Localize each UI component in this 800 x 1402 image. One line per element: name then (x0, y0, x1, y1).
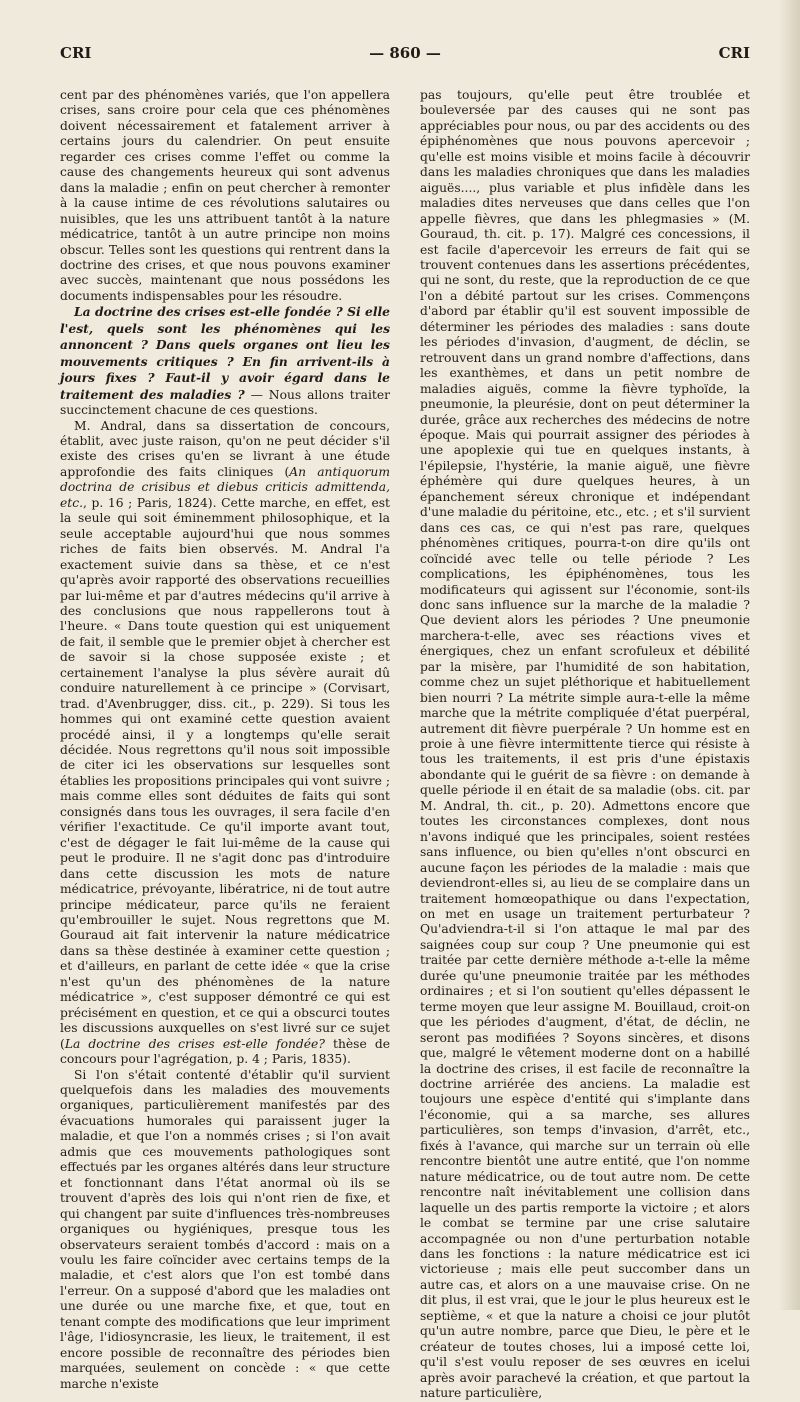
right-column (420, 88, 750, 1402)
paragraph: pas toujours, qu'elle peut être troublée et bouleversée par des causes qui ne sont pas appréciables pour nous, ou par des accidents ou des épiphénomènes que nous pouvons apercevoir ; qu'elle est moins visible et moins facile à découvrir dans les maladies chroniques que dans les maladies aiguës...., plus variable et plus infidèle dans les maladies dites nerveuses que dans celles que l'on appelle fièvres, que dans les phlegmasies » (M. Gouraud, th. cit. p. 17). Malgré ces concessions, il est facile d'apercevoir les erreurs de fait qui se trouvent contenues dans les assertions précédentes, qui ne sont, du reste, que la reproduction de ce que l'on a débité partout sur les crises. Commençons d'abord par établir qu'il est souvent impossible de déterminer les périodes des maladies : sans doute les périodes d'invasion, d'augment, de déclin, se retrouvent dans un grand nombre d'affections, dans les exanthèmes, et dans un petit nombre de maladies aiguës, comme la fièvre typhoïde, la pneumonie, la pleurésie, dont on peut déterminer la durée, grâce aux recherches des médecins de notre époque. Mais qui pourrait assigner des périodes à une apoplexie qui tue en quelques instants, à l'épilepsie, l'hystérie, la manie aiguë, une fièvre éphémère qui dure quelques heures, à un épanchement séreux chronique et indépendant d'une maladie du péritoine, etc., etc. ; et s'il survient dans ces cas, ce qui n'est pas rare, quelques phénomènes critiques, pourra-t-on dire qu'ils ont coïncidé avec telle ou telle période ? Les complications, les épiphénomènes, tous les modificateurs qui agissent sur l'économie, sont-ils donc sans influence sur la marche de la maladie ? Que devient alors les périodes ? Une pneumonie marchera-t-elle, avec ses réactions vives et énergiques, chez un enfant scrofuleux et débilité par la misère, par l'humidité de son habitation, comme chez un sujet pléthorique et habituellement bien nourri ? La métrite simple aura-t-elle la même marche que la métrite compliquée d'état puerpéral, autrement dit fièvre puerpérale ? Un homme est en proie à une fièvre intermittente tierce qui résiste à tous les traitements, il est pris d'une épistaxis abondante qui le guérit de sa fièvre : on demande à quelle période il en était de sa maladie (obs. cit. par M. Andral, th. cit., p. 20). Admettons encore que toutes les circonstances complexes, dont nous n'avons indiqué que les principales, soient restées sans influence, ou bien qu'elles n'ont obscurci en aucune façon les périodes de la maladie : mais que deviendront-elles si, au lieu de se complaire dans un traitement homœopathique ou dans l'expectation, on met en usage un traitement perturbateur ? Qu'adviendra-t-il si l'on attaque le mal par des saignées coup sur coup ? Une pneumonie qui est traitée par cette dernière méthode a-t-elle la même durée qu'une pneumonie traitée par les méthodes ordinaires ; et si l'on soutient qu'elles dépassent le terme moyen que leur assigne M. Bouillaud, croit-on que les périodes d'augment, d'état, de déclin, ne seront pas modifiées ? Soyons sincères, et disons que, malgré le vêtement moderne dont on a habillé la doctrine des crises, il est facile de reconnaître la doctrine arriérée des anciens. La maladie est toujours une espèce d'entité qui s'implante dans l'économie, qui a sa marche, ses allures particulières, son temps d'invasion, d'arrêt, etc., fixés à l'avance, qui marche sur un terrain où elle rencontre bientôt une autre entité, que l'on nomme nature médicatrice, ou de tout autre nom. De cette rencontre naît inévitablement une collision dans laquelle un des partis remporte la victoire ; et alors le combat se termine par une crise salutaire accompagnée ou non d'une perturbation notable dans les fonctions : la nature médicatrice est ici victorieuse ; mais elle peut succomber dans un autre cas, et alors on a une mauvaise crise. On ne dit plus, il est vrai, que le jour le plus heureux est le septième, « et que la nature a choisi ce jour plutôt qu'un autre nombre, parce que Dieu, le père et le créateur de toutes choses, lui a imposé cette loi, qu'il s'est voulu reposer de ses œuvres en icelui après avoir parachevé la création, et que partout la nature particulière, (420, 88, 751, 1401)
paragraph-text: M. Andral, dans sa dissertation de concours, établit, avec juste raison, qu'on ne peut décider s'il existe des crises qu'en se livrant à une étude approfondie des faits cliniques ( (60, 418, 390, 479)
paragraph (60, 304, 390, 418)
paragraph-text: , p. 16 ; Paris, 1824). Cette marche, en effet, est la seule qui soit éminemment philosophique, et la seule acceptable aujourd'hui que nous sommes riches de faits bien observés. M. Andral l'a exactement suivie dans sa thèse, et ce n'est qu'après avoir rapporté des observations recueillies par lui-même et par d'autres médecins qu'il arrive à des conclusions que nous rappellerons tout à l'heure. « Dans toute question qui est uniquement de fait, il semble que le premier objet à chercher est de savoir si la chose supposée existe ; et certainement l'analyse la plus sévère aurait dû conduire naturellement à ce principe » (Corvisart, trad. d'Avenbrugger, diss. cit., p. 229). Si tous les hommes qui ont examiné cette question avaient procédé ainsi, il y a longtemps qu'elle serait décidée. Nous regrettons qu'il nous soit impossible de citer ici les observations sur lesquelles sont établies les propositions principales qui vont suivre ; mais comme elles sont déduites de faits qui sont consignés dans tous les ouvrages, il sera facile d'en vérifier l'exactitude. Ce qu'il importe avant tout, c'est de dégager le fait lui-même de la cause qui peut le produire. Il ne s'agit donc pas d'introduire dans cette discussion les mots de nature médicatrice, prévoyante, libératrice, ni de tout autre principe médicateur, parce qu'ils ne feraient qu'embrouiller le sujet. Nous regrettons que M. Gouraud ait fait intervenir la nature médicatrice dans sa thèse destinée à examiner cette question ; et d'ailleurs, en parlant de cette idée « que la crise n'est qu'un des phénomènes de la nature médicatrice », c'est supposer démontré ce qui est précisément en question, et ce qui a obscurci toutes les discussions auxquelles on s'est livré sur ce sujet ( (60, 495, 390, 1051)
citation-title: An antiquorum doctrina de crisibus et diebus criticis admittenda, etc. (60, 464, 390, 510)
citation-title: La doctrine des crises est-elle fondée? (64, 1036, 325, 1051)
paragraph-text: — Nous allons traiter succinctement chacune de ces questions. (60, 387, 390, 418)
page-number: — 860 — (369, 44, 441, 62)
paragraph-text: thèse de concours pour l'agrégation, p. 4 ; Paris, 1835). (60, 1036, 390, 1067)
paragraph: Si l'on s'était contenté d'établir qu'il survient quelquefois dans les maladies des mouvements organiques, particulièrement manifestés par des évacuations humorales qui paraissent juger la maladie, et que l'on a nommés crises ; si l'on avait admis que ces mouvements pathologiques sont effectués par les organes altérés dans leur structure et fonctionnant dans l'état anormal où ils se trouvent d'après des lois qui n'ont rien de fixe, et qui changent par suite d'influences très-nombreuses organiques ou hygiéniques, presque tous les observateurs seraient tombés d'accord : mais on a voulu les faire coïncider avec certains temps de la maladie, et c'est alors que l'on est tombé dans l'erreur. On a supposé d'abord que les maladies ont une durée ou une marche fixe, et que, tout en tenant compte des modifications que leur impriment l'âge, l'idiosyncrasie, les lieux, le traitement, il est encore possible de reconnaître des périodes bien marquées, seulement on concède : « que cette marche n'existe (60, 1067, 390, 1391)
right-running-head: CRI (718, 44, 750, 62)
paragraph: cent par des phénomènes variés, que l'on appellera crises, sans croire pour cela que ces phénomènes doivent nécessairement et fatalement arriver à certains jours du calendrier. On peut ensuite regarder ces crises comme l'effet ou comme la cause des changements heureux qui sont advenus dans la maladie ; enfin on peut chercher à remonter à la cause intime de ces révolutions salutaires ou nuisibles, que les uns attribuent tantôt à la nature médicatrice, tantôt à un autre principe non moins obscur. Telles sont les questions qui rentrent dans la doctrine des crises, et que nous pouvons examiner avec succès, maintenant que nous possédons les documents indispensables pour les résoudre. (60, 88, 390, 303)
running-header (60, 44, 750, 70)
section-question: La doctrine des crises est-elle fondée ? Si elle l'est, quels sont les phénomènes qui les annoncent ? Dans quels organes ont lieu les mouvements critiques ? En fin arrivent-ils à jours fixes ? Faut-il y avoir égard dans le traitement des maladies ? (60, 304, 390, 402)
left-column (60, 88, 390, 1392)
left-running-head: CRI (60, 44, 92, 62)
page-edge-shadow (778, 0, 800, 1310)
paragraph (60, 419, 390, 1068)
